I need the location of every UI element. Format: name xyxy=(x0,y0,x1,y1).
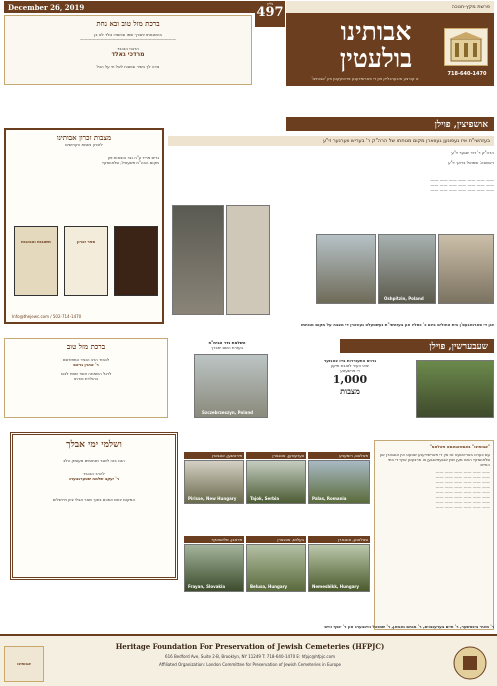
memorial-contact: Info@thejewc.com / 502-714-1470 xyxy=(12,314,82,319)
section-oshpitzin-subtext: בעזהשי"ת איז געפונען געווארן מקום מנוחתו של הרה"ק ר' בעריש ווערנער זי"ע xyxy=(322,138,490,144)
issue-box xyxy=(255,1,285,27)
blessing-name-label: הרבני הנכבד xyxy=(117,46,139,51)
footer-notice: ר' מאיר ביכטשער, ר' חיים בערענבוים, ר' מנחם נאמאן, ר' שמואל וויינבערג און ר' יוסף ווייס xyxy=(324,624,494,629)
szczebrzeszyn-info xyxy=(286,358,414,418)
memorial-line2: מקום הבה"ח פשעטיל, סלאוואקיי xyxy=(102,160,159,165)
gallery-caption-5: Belusa, Hungary xyxy=(250,584,288,589)
section-szczebrzeszyn-title: שעבערשין, פוילן xyxy=(429,342,488,352)
wall-photo-caption: Szczebrzeszyn, Poland xyxy=(202,410,254,415)
footer xyxy=(0,634,497,686)
condolence-line2: להרב הנכבד xyxy=(83,471,105,476)
condolence-line1: הננו בזה לשגר תנחומים מעומק הלב xyxy=(63,458,125,463)
gallery-label-4: סאלאנע, אונגארן xyxy=(308,536,370,543)
date: December 26, 2019 xyxy=(8,3,85,12)
report-column xyxy=(374,440,494,630)
szczebrzeszyn-photo xyxy=(416,360,494,418)
gallery-caption-2: Tajok, Serbia xyxy=(250,496,280,501)
book-cover-2-title: ספר זכרון xyxy=(76,239,96,244)
memorial-sub: לזכרון נשמת הקדושים xyxy=(65,142,103,147)
memorial-title: מצבות זכרון אבותינו xyxy=(56,133,112,142)
mazel-tov-box xyxy=(4,338,168,418)
blessing-title: ברכת מזל טוב ובא נחת xyxy=(96,19,160,28)
condolence-line3: המקום ינחם אתכם בתוך שאר אבלי ציון וירושלים xyxy=(52,497,136,502)
footer-affiliated: Affiliated Organization: London Committee for Preservation of Jewish Cemeteries in Europe xyxy=(158,662,342,667)
gallery-caption-3: Pirisse, New Hungary xyxy=(188,496,237,501)
footer-emblem-icon xyxy=(450,644,490,682)
tombstone-photo xyxy=(172,205,224,315)
memorial-box xyxy=(4,128,164,324)
notice-1: און די סארגאנעס'ן בית החולים ביום כ' כסליו און בעזהשי"ת נעשטעלט געווארן די מצבה על מקום מנוחתו xyxy=(300,322,494,327)
section-szczebrzeszyn-header xyxy=(340,339,494,353)
gallery-caption-1: Palas, Romania xyxy=(312,496,347,501)
masthead-title: אבותינו בולעטין xyxy=(339,17,413,73)
oshpitzin-photo-2 xyxy=(378,234,436,304)
parsha-text: פרשת מקץ-חנוכה xyxy=(451,4,490,10)
oshpitzin-photo-1 xyxy=(316,234,376,304)
wall-photo xyxy=(194,354,268,418)
szczebrzeszyn-sub2: יצאי העיר לטובת תיקון xyxy=(330,363,370,368)
matzevos-count: 1,000 xyxy=(332,373,368,386)
gallery-grid xyxy=(184,452,370,630)
matzevos-label: מצבות xyxy=(340,386,360,396)
mazel-tov-line3: בהולדת נכדתו xyxy=(74,376,98,381)
gallery-label-2: ווערענזען, אונגארן xyxy=(246,452,306,459)
inscription-photo xyxy=(226,205,270,315)
oshpitzin-photo-3 xyxy=(438,234,494,304)
tagline: א קורצע איבערבליק פון די פארשידענע פראיעקטן פון 'אבותינו' xyxy=(311,76,419,81)
oshpitzin-photo-caption: Oshpitzin, Poland xyxy=(384,296,424,301)
section-oshpitzin-body: —— —— —— —— —— —— —— —— —— —— —— —— —— —— —— —— —— —— —— —— —— xyxy=(430,178,494,193)
condolence-title: ושלמי ימי אבלך xyxy=(66,440,122,450)
gallery-label-5: בעלוש, אונגארן xyxy=(246,536,306,543)
report-text: עס ווערט באריכטעט אז אין די פארשידענע שטעט אין אונגארן און סלאוואקיי האט מען שוין אנגעפאנגען צו ארבעטן אויף די בתי החיים xyxy=(379,452,490,467)
wall-sub: בעזרת השם יתברך xyxy=(211,345,243,350)
condolence-box xyxy=(10,432,178,580)
blessing-line2: נודה לך בשיר ובשבח לאל חי על הכל xyxy=(96,64,160,69)
szczebrzeszyn-sub1: גרויס התעוררות בייו צאנזער xyxy=(323,358,377,363)
report-title: "אבותינו" באסטאנאסט פאלאס" xyxy=(429,444,490,449)
footer-org: Heritage Foundation For Preservation of Jewish Cemeteries (HFPJC) xyxy=(115,642,385,651)
issue-number: 497 xyxy=(256,5,284,20)
section-oshpitzin-text2: ראשונה: שמואל בראך זי"ע xyxy=(448,160,494,165)
phone-number: 718-640-1470 xyxy=(447,71,487,77)
blessing-name: מרדכי גאלד xyxy=(111,51,145,58)
mazel-tov-title: ברכת מזל טוב xyxy=(66,342,106,351)
footer-logo-text: אבותינו xyxy=(17,661,31,666)
wall-title: השלמת גדר הבית"ח xyxy=(208,340,246,345)
date-strip xyxy=(4,1,266,13)
blessing-box xyxy=(4,15,252,85)
gallery-label-3: פירטשען, אונגארן xyxy=(184,452,244,459)
wall-box xyxy=(172,340,282,420)
book-cover-1-title: תשובות והנהגות xyxy=(21,239,51,244)
report-filler: —— —— —— —— —— —— —— —— —— —— —— —— —— —— —— —— —— —— —— —— —— —— —— —— —— —— —— —— —— —— —— —— —— —— —— —— —— —— —— —— —— —— —— —— —— —— —— —— xyxy=(435,470,490,510)
book-cover-1 xyxy=(14,226,58,296)
gallery-label-1: פאלאס, רומעניע xyxy=(308,452,370,459)
gallery-caption-6: Frayan, Slovakia xyxy=(188,584,226,589)
logo-icon xyxy=(444,28,488,66)
blessing-line-filler: ———————————————————————— xyxy=(80,37,176,42)
footer-logo-icon xyxy=(4,646,44,682)
condolence-name: ר' יעקב שלמה שטערנבערג xyxy=(68,476,120,481)
book-cover-2 xyxy=(64,226,108,296)
section-oshpitzin-sub xyxy=(168,136,494,146)
section-oshpitzin-text1: הרה"ק ר' דוד יונגער זי"ע xyxy=(451,150,494,155)
szczebrzeszyn-sub3: די פרשעטע xyxy=(340,368,360,373)
blessing-line1: בהשגחתו יתברך שמו ובחסדו נולד לנו בן xyxy=(94,32,162,37)
section-oshpitzin-header xyxy=(286,117,494,131)
footer-address: 616 Bedford Ave, Suite 2-B, Brooklyn, NY 11249 T: 718-640-1470 E: hfpjc@hfpjc.com xyxy=(165,654,335,659)
memorial-line1: גרים פריד ע"ה נגד הוצאות פון xyxy=(107,155,159,160)
gallery-label-6: פראבן, סלאוואקיי xyxy=(184,536,244,543)
mazel-tov-name: ר' אהרן גראס xyxy=(73,362,99,367)
parsha-strip xyxy=(286,1,494,13)
book-cover-3 xyxy=(114,226,158,296)
mazel-tov-line1: לכבוד הרב הנגיד המפורסם xyxy=(62,357,110,362)
gallery-caption-4: Nemesbikk, Hungary xyxy=(312,584,359,589)
mazel-tov-line2: לרגל השמחה אשר שמח לבבו xyxy=(60,371,112,376)
section-oshpitzin-title: אושפיצין, פוילן xyxy=(434,120,488,130)
issue-label: גליון xyxy=(266,1,274,6)
